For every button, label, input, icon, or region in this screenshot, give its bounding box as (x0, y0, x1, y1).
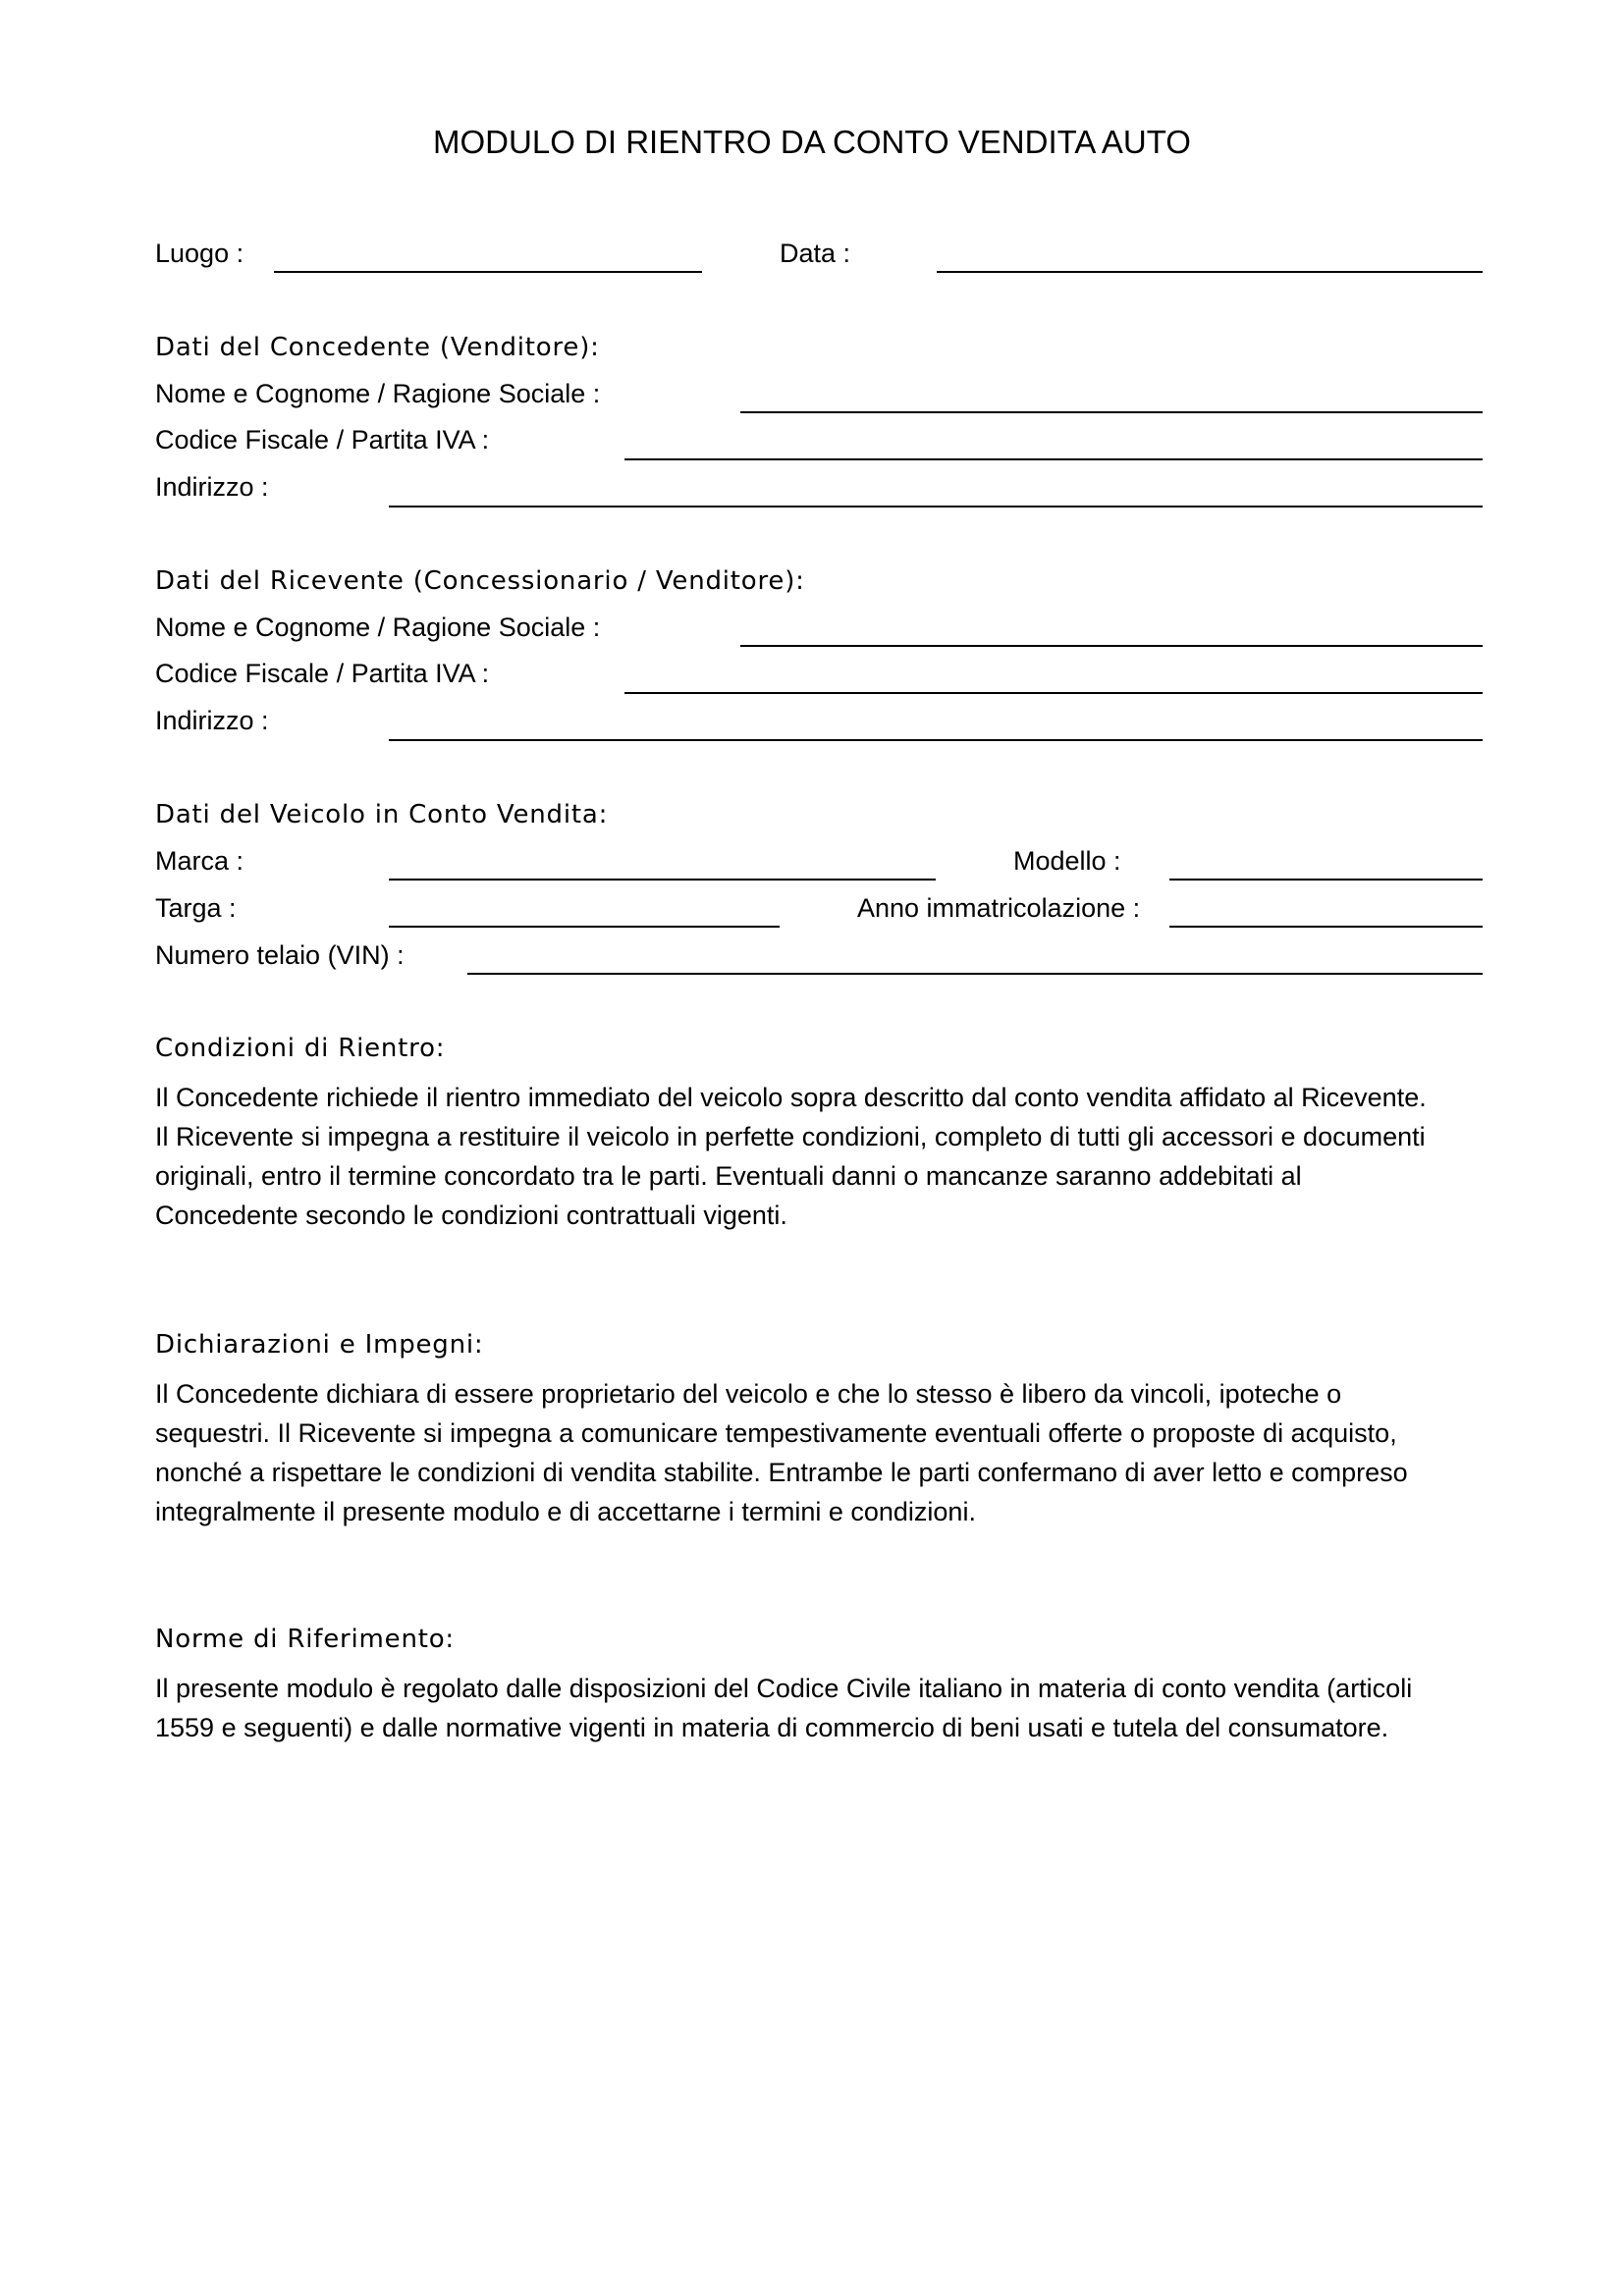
anno-label: Anno immatricolazione : (857, 893, 1141, 923)
paragraph-line: Il Ricevente si impegna a restituire il veicolo in perfette condizioni, completo di tutti gli accessori e documenti (155, 1122, 1426, 1151)
modello-field[interactable] (1169, 879, 1483, 881)
condizioni-paragraph (155, 1078, 1490, 1235)
dichiarazioni-paragraph (155, 1374, 1490, 1531)
norme-heading: Norme di Riferimento: (155, 1625, 455, 1654)
vin-field[interactable] (467, 973, 1483, 975)
concedente-indirizzo-field[interactable] (389, 506, 1483, 507)
paragraph-line: integralmente il presente modulo e di accettarne i termini e condizioni. (155, 1497, 976, 1526)
data-label: Data : (780, 239, 851, 268)
luogo-label: Luogo : (155, 239, 244, 268)
targa-label: Targa : (155, 893, 237, 923)
paragraph-line: Il Concedente dichiara di essere proprietario del veicolo e che lo stesso è libero da vincoli, ipoteche o (155, 1379, 1342, 1409)
concedente-heading: Dati del Concedente (Venditore): (155, 333, 600, 362)
ricevente-nome-field[interactable] (740, 645, 1483, 647)
data-field[interactable] (937, 271, 1483, 273)
condizioni-heading: Condizioni di Rientro: (155, 1034, 446, 1063)
luogo-field[interactable] (274, 271, 702, 273)
paragraph-line: sequestri. Il Ricevente si impegna a comunicare tempestivamente eventuali offerte o proposte di acquisto, (155, 1418, 1397, 1448)
vin-label: Numero telaio (VIN) : (155, 940, 405, 970)
paragraph-line: Concedente secondo le condizioni contrattuali vigenti. (155, 1201, 787, 1230)
concedente-cf-label: Codice Fiscale / Partita IVA : (155, 425, 490, 454)
ricevente-cf-field[interactable] (624, 692, 1483, 694)
marca-label: Marca : (155, 846, 244, 876)
veicolo-heading: Dati del Veicolo in Conto Vendita: (155, 800, 609, 829)
norme-paragraph (155, 1669, 1490, 1747)
concedente-indirizzo-label: Indirizzo : (155, 472, 269, 502)
paragraph-line: 1559 e seguenti) e dalle normative vigenti in materia di commercio di beni usati e tutela del consumatore. (155, 1713, 1389, 1742)
ricevente-nome-label: Nome e Cognome / Ragione Sociale : (155, 613, 601, 642)
ricevente-indirizzo-label: Indirizzo : (155, 706, 269, 735)
targa-field[interactable] (389, 926, 780, 928)
document-title: MODULO DI RIENTRO DA CONTO VENDITA AUTO (433, 124, 1191, 160)
paragraph-line: originali, entro il termine concordato tra le parti. Eventuali danni o mancanze saranno addebitati al (155, 1161, 1302, 1191)
paragraph-line: nonché a rispettare le condizioni di vendita stabilite. Entrambe le parti confermano di aver letto e compreso (155, 1458, 1408, 1487)
concedente-cf-field[interactable] (624, 458, 1483, 460)
concedente-nome-field[interactable] (740, 411, 1483, 413)
ricevente-heading: Dati del Ricevente (Concessionario / Venditore): (155, 566, 805, 596)
ricevente-indirizzo-field[interactable] (389, 739, 1483, 741)
modello-label: Modello : (1013, 846, 1121, 876)
paragraph-line: Il Concedente richiede il rientro immediato del veicolo sopra descritto dal conto vendita affidato al Ricevente. (155, 1083, 1427, 1112)
paragraph-line: Il presente modulo è regolato dalle disposizioni del Codice Civile italiano in materia di conto vendita (articoli (155, 1674, 1413, 1703)
marca-field[interactable] (389, 879, 936, 881)
anno-field[interactable] (1169, 926, 1483, 928)
concedente-nome-label: Nome e Cognome / Ragione Sociale : (155, 379, 601, 408)
ricevente-cf-label: Codice Fiscale / Partita IVA : (155, 659, 490, 688)
dichiarazioni-heading: Dichiarazioni e Impegni: (155, 1330, 484, 1360)
